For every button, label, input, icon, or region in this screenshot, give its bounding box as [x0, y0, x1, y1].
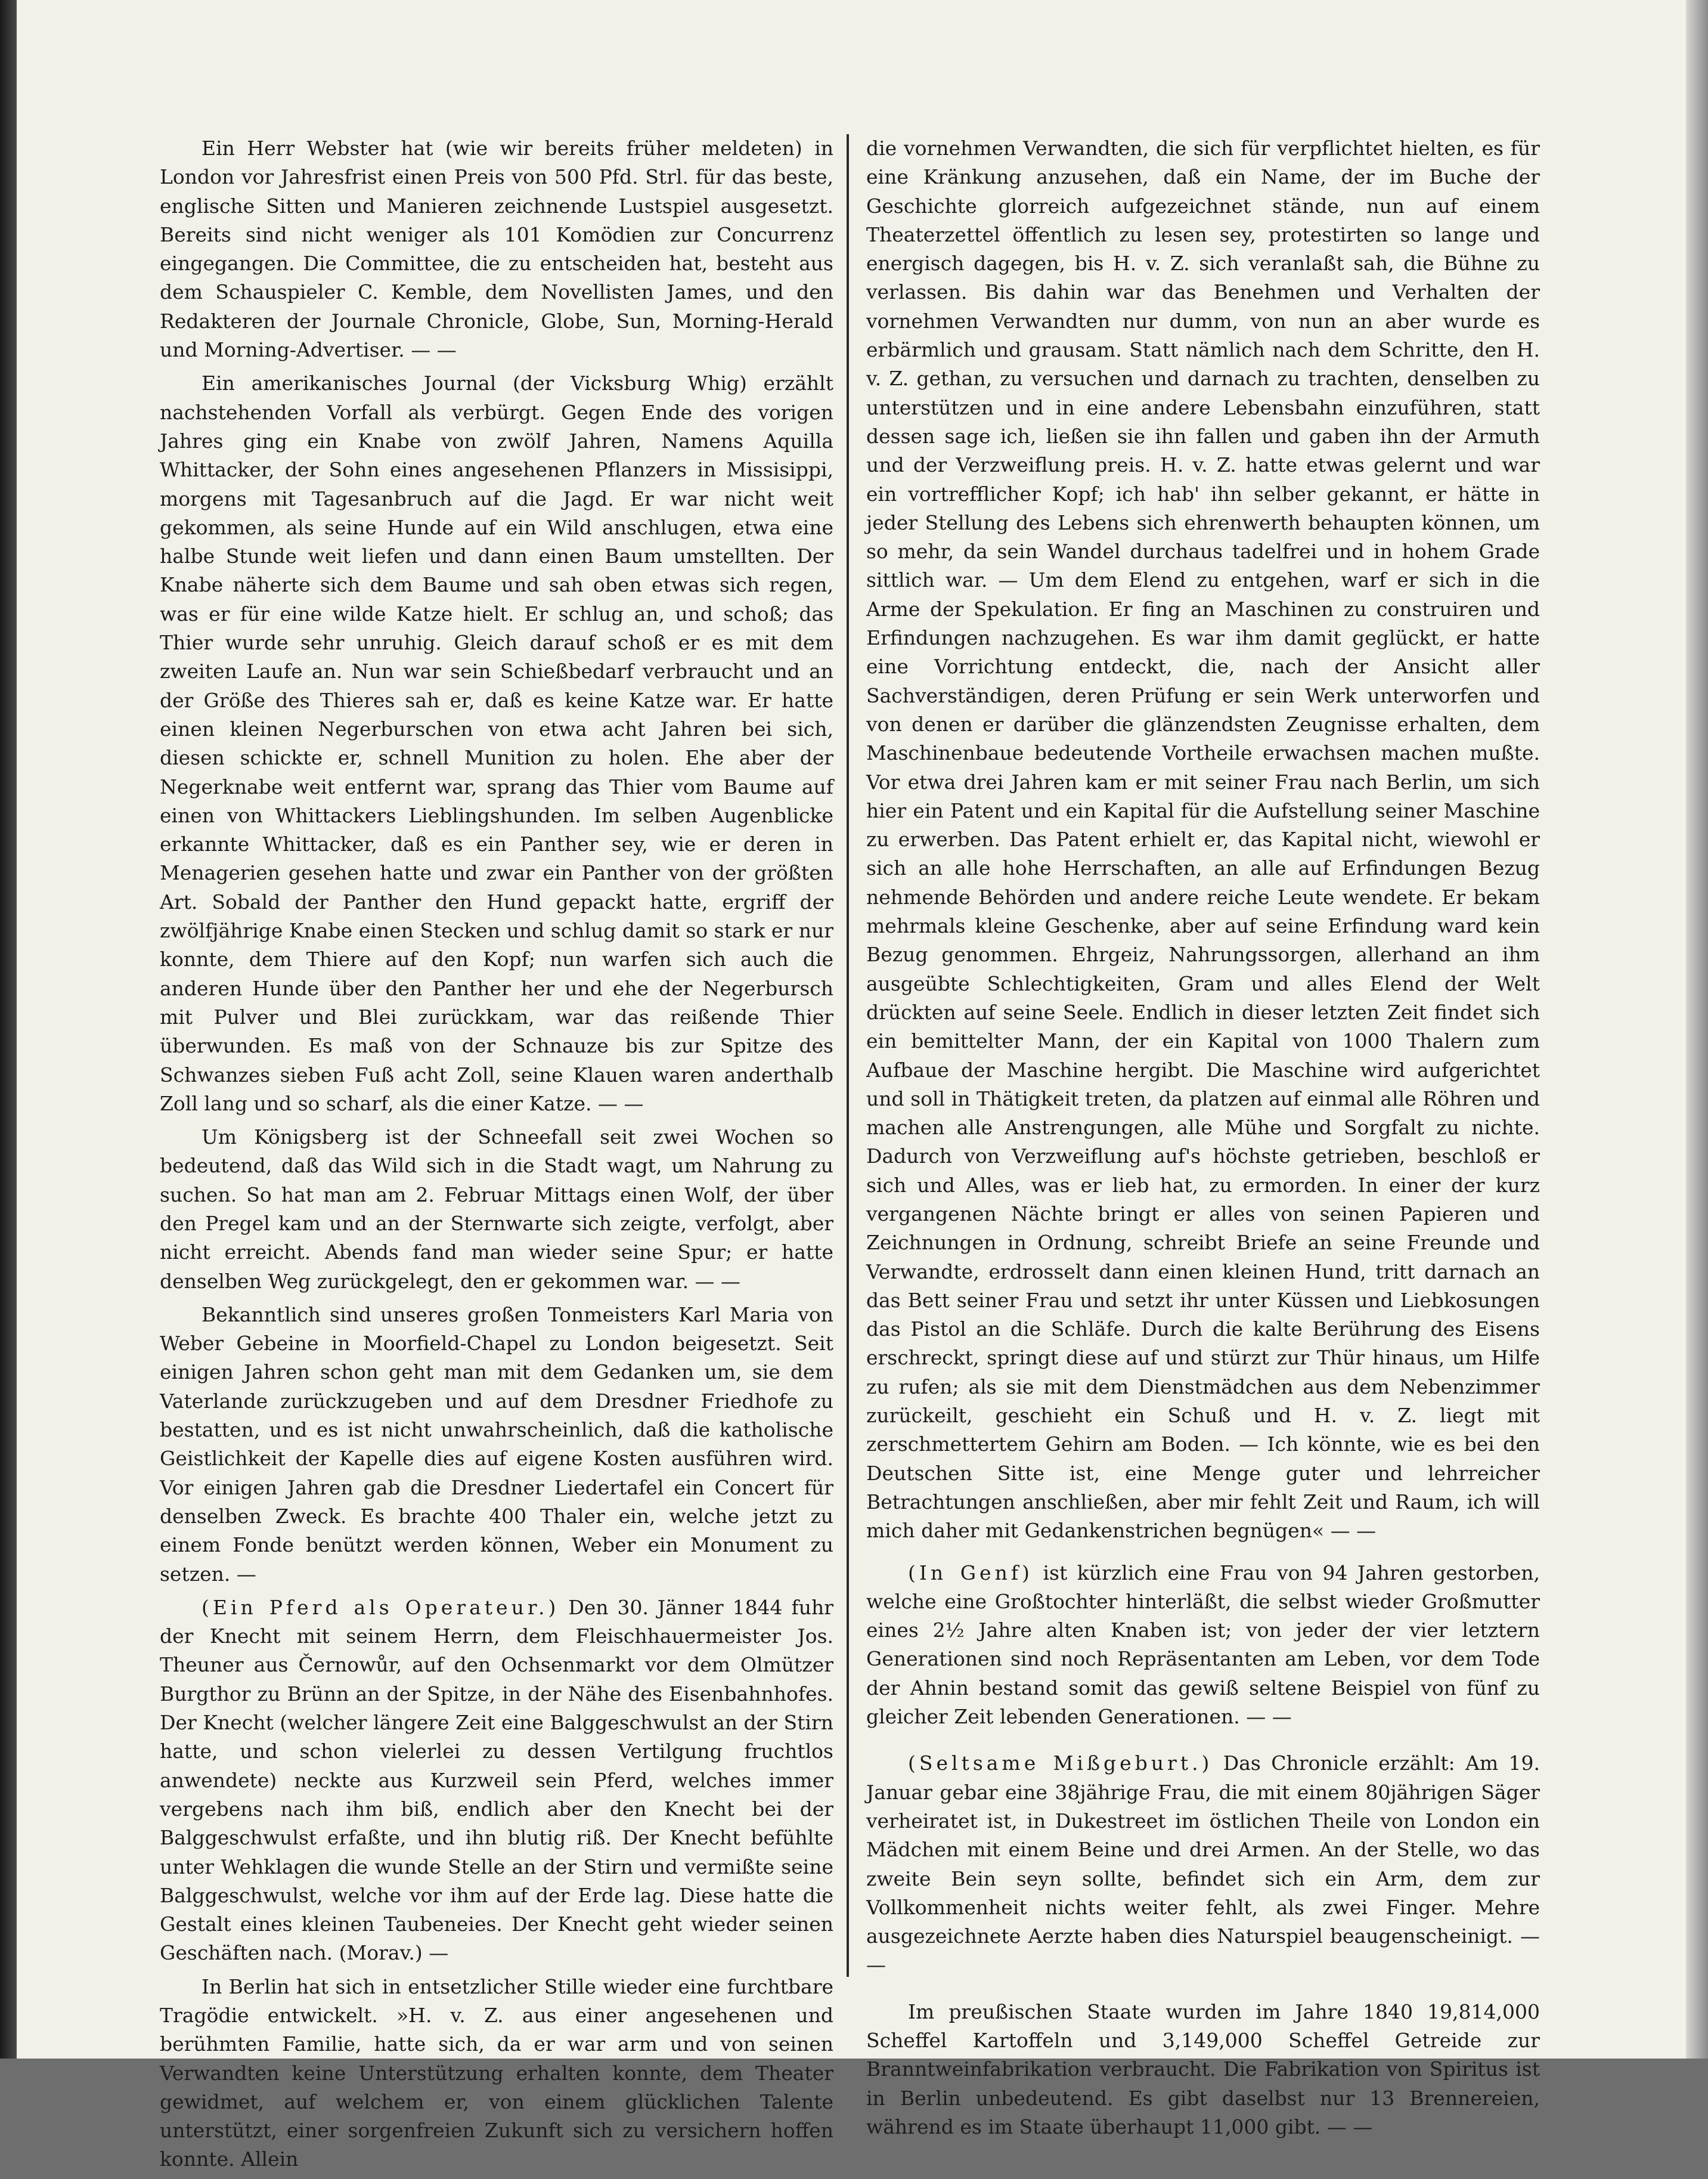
scan-left-edge — [0, 0, 17, 2059]
article-body: ist kürzlich eine Frau von 94 Jahren gestorben, welche eine Großtochter hinterläßt, die selbst wieder Großmutter eines 2½ Jahre alten Knaben ist; von jeder der vier letztern Generationen sind noch Repräsentanten am Leben, vor dem Tode der Ahnin bestand somit das gewiß seltene Beispiel von fünf zu gleicher Zeit lebenden Generationen. — — — [866, 1561, 1540, 1729]
article-horse-operateur — [160, 1593, 833, 1968]
column-divider — [847, 134, 849, 1977]
article-heading: (Seltsame Mißgeburt.) — [908, 1751, 1213, 1775]
article-koenigsberg-wolf: Um Königsberg ist der Schneefall seit zwei Wochen so bedeutend, daß das Wild sich in die Stadt wagt, um Nahrung zu suchen. So hat man am 2. Februar Mittags einen Wolf, der über den Pregel kam und an der Sternwarte sich zeigte, verfolgt, aber nicht erreicht. Abends fand man wieder seine Spur; er hatte denselben Weg zurückgelegt, den er gekommen war. — — — [160, 1125, 833, 1293]
article-berlin-tragedy: In Berlin hat sich in entsetzlicher Stille wieder eine furchtbare Tragödie entwickelt. »H. v. Z. aus einer angesehenen und berühmten Familie, hatte sich, da er war arm und von seinen Verwandten keine Unterstützung erhalten konnte, dem Theater gewidmet, auf welchem er, von einem glücklichen Talente unterstützt, einer sorgenfreien Zukunft sich zu versichern hoffen konnte. Allein — [160, 1974, 833, 2171]
article-body: Das Chronicle erzählt: Am 19. Januar gebar eine 38jährige Frau, die mit einem 80jährigen Säger verheiratet ist, in Dukestreet im östlichen Theile von London ein Mädchen mit einem Beine und drei Armen. An der Stelle, wo das zweite Bein seyn sollte, befindet sich ein Arm, dem zur Vollkommenheit nichts weiter fehlt, als zwei Finger. Mehre ausgezeichnete Aerzte haben dies Naturspiel beaugenscheinigt. — — — [866, 1751, 1540, 1977]
article-heading: (Ein Pferd als Operateur.) — [202, 1595, 560, 1619]
scan-right-edge — [1686, 0, 1708, 2059]
article-genf — [866, 1559, 1540, 1732]
article-missgeburt — [866, 1749, 1540, 1979]
article-weber-remains: Bekanntlich sind unseres großen Tonmeisters Karl Maria von Weber Gebeine in Moorfield-Chapel zu London beigesetzt. Seit einigen Jahren schon geht man mit dem Gedanken um, sie dem Vaterlande zurückzugeben und auf dem Dresdner Friedhofe zu bestatten, und es ist nicht unwahrscheinlich, daß die katholische Geistlichkeit der Kapelle dies auf eigene Kosten ausführen wird. Vor einigen Jahren gab die Dresdner Liedertafel ein Concert für denselben Zweck. Es brachte 400 Thaler ein, welche jetzt zu einem Fonde benützt werden können, Weber ein Monument zu setzen. — — [160, 1302, 833, 1586]
article-prussia-spirits: Im preußischen Staate wurden im Jahre 1840 19,814,000 Scheffel Kartoffeln und 3,149,000 Scheffel Getreide zur Branntweinfabrikation verbraucht. Die Fabrikation von Spiritus ist in Berlin unbedeutend. Es gibt daselbst nur 13 Brennereien, während es im Staate überhaupt 11,000 gibt. — — — [866, 2000, 1540, 2138]
article-panther: Ein amerikanisches Journal (der Vicksburg Whig) erzählt nachstehenden Vorfall als verbürgt. Gegen Ende des vorigen Jahres ging ein Knabe von zwölf Jahren, Namens Aquilla Whittacker, der Sohn eines angesehenen Pflanzers in Missisippi, morgens mit Tagesanbruch auf die Jagd. Er war nicht weit gekommen, als seine Hunde auf ein Wild anschlugen, etwa eine halbe Stunde weit liefen und dann einen Baum umstellten. Der Knabe näherte sich dem Baume und sah oben etwas sich regen, was er für eine wilde Katze hielt. Er schlug an, und schoß; das Thier wurde sehr unruhig. Gleich darauf schoß er es mit dem zweiten Laufe an. Nun war sein Schießbedarf verbraucht und an der Größe des Thieres sah er, daß es keine Katze war. Er hatte einen kleinen Negerburschen von etwa acht Jahren bei sich, diesen schickte er, schnell Munition zu holen. Ehe aber der Negerknabe weit entfernt war, sprang das Thier vom Baume auf einen von Whittackers Lieblingshunden. Im selben Augenblicke erkannte Whittacker, daß es ein Panther sey, wie er deren in Menagerien gesehen hatte und zwar ein Panther von der größten Art. Sobald der Panther den Hund gepackt hatte, ergriff der zwölfjährige Knabe einen Stecken und schlug damit so stark er nur konnte, dem Thiere auf den Kopf; nun warfen sich auch die anderen Hunde über den Panther her und ehe der Negerbursch mit Pulver und Blei zurückkam, war das reißende Thier überwunden. Es maß von der Schnauze bis zur Spitze des Schwanzes sieben Fuß acht Zoll, seine Klauen waren anderthalb Zoll lang und so scharf, als die einer Katze. — — — [160, 372, 833, 1115]
article-berlin-tragedy-continued: die vornehmen Verwandten, die sich für verpflichtet hielten, es für eine Kränkung anzusehen, daß ein Name, der im Buche der Geschichte glorreich aufgezeichnet stände, nun auf einem Theaterzettel öffentlich zu lesen sey, protestirten so lange und energisch dagegen, bis H. v. Z. sich veranlaßt sah, die Bühne zu verlassen. Bis dahin war das Benehmen und Verhalten der vornehmen Verwandten nur dumm, von nun an aber wurde es erbärmlich und grausam. Statt nämlich nach dem Schritte, den H. v. Z. gethan, zu versuchen und darnach zu trachten, denselben zu unterstützen und in eine andere Lebensbahn einzuführen, statt dessen sage ich, ließen sie ihn fallen und gaben ihn der Armuth und der Verzweiflung preis. H. v. Z. hatte etwas gelernt und war ein vortrefflicher Kopf; ich hab' ihn selber gekannt, er hätte in jeder Stellung des Lebens sich ehrenwerth behaupten können, um so mehr, da sein Wandel durchaus tadelfrei und in hohem Grade sittlich war. — Um dem Elend zu entgehen, warf er sich in die Arme der Spekulation. Er fing an Maschinen zu construiren und Erfindungen nachzugehen. Es war ihm damit geglückt, er hatte eine Vorrichtung entdeckt, die, nach der Ansicht aller Sachverständigen, deren Prüfung er sein Werk unterworfen und von denen er darüber die glänzendsten Zeugnisse erhalten, dem Maschinenbaue bedeutende Vortheile erwachsen machen mußte. Vor etwa drei Jahren kam er mit seiner Frau nach Berlin, um sich hier ein Patent und ein Kapital für die Aufstellung seiner Maschine zu erwerben. Das Patent erhielt er, das Kapital nicht, wiewohl er sich an alle hohe Herrschaften, an alle auf Erfindungen Bezug nehmende Behörden und andere reiche Leute wendete. Er bekam mehrmals kleine Geschenke, aber auf seine Erfindung ward kein Bezug genommen. Ehrgeiz, Nahrungssorgen, allerhand an ihm ausgeübte Schlechtigkeiten, Gram und alles Elend der Welt drückten auf seine Seele. Endlich in dieser letzten Zeit findet sich ein bemittelter Mann, der ein Kapital von 1000 Thalern zum Aufbaue der Maschine hergibt. Die Maschine wird aufgerichtet und soll in Thätigkeit treten, da platzen auf einmal alle Röhren und machen alle Anstrengungen, alle Mühe und Sorgfalt zu nichte. Dadurch von Verzweiflung auf's höchste getrieben, beschloß er sich und Alles, was er lieb hat, zu ermorden. In einer der kurz vergangenen Nächte bringt er alles von seinen Papieren und Zeichnungen in Ordnung, schreibt Briefe an seine Freunde und Verwandte, erdrosselt dann einen kleinen Hund, tritt darnach an das Bett seiner Frau und setzt ihr unter Küssen und Liebkosungen das Pistol an die Schläfe. Durch die kalte Berührung des Eisens erschreckt, springt diese auf und stürzt zur Thür hinaus, um Hilfe zu rufen; als sie mit dem Dienstmädchen aus dem Nebenzimmer zurückeilt, geschieht ein Schuß und H. v. Z. liegt mit zerschmettertem Gehirn am Boden. — Ich könnte, wie es bei den Deutschen Sitte ist, eine Menge guter und lehrreicher Betrachtungen anschließen, aber mir fehlt Zeit und Raum, ich will mich daher mit Gedankenstrichen begnügen« — — — [866, 137, 1540, 1543]
newspaper-page — [17, 0, 1686, 2171]
left-column — [160, 134, 833, 2179]
article-body: Den 30. Jänner 1844 fuhr der Knecht mit seinem Herrn, dem Fleischhauermeister Jos. Theuner aus Černowůr, auf den Ochsenmarkt vor dem Olmützer Burgthor zu Brünn an der Spitze, in der Nähe des Eisenbahnhofes. Der Knecht (welcher längere Zeit eine Balggeschwulst an der Stirn hatte, und schon vielerlei zu dessen Vertilgung fruchtlos anwendete) neckte aus Kurzweil sein Pferd, welches immer vergebens nach ihm biß, endlich aber den Knecht bei der Balggeschwulst erfaßte, und ihn blutig riß. Der Knecht befühlte unter Wehklagen die wunde Stelle an der Stirn und vermißte seine Balggeschwulst, welche vor ihm auf der Erde lag. Diese hatte die Gestalt eines kleinen Taubeneies. Der Knecht geht wieder seinen Geschäften nach. (Morav.) — — [160, 1595, 833, 1965]
article-webster-prize: Ein Herr Webster hat (wie wir bereits früher meldeten) in London vor Jahresfrist einen Preis von 500 Pfd. Strl. für das beste, englische Sitten und Manieren zeichnende Lustspiel ausgesetzt. Bereits sind nicht weniger als 101 Komödien zur Concurrenz eingegangen. Die Committee, die zu entscheiden hat, besteht aus dem Schauspieler C. Kemble, dem Novellisten James, und den Redakteren der Journale Chronicle, Globe, Sun, Morning-Herald und Morning-Advertiser. — — — [160, 137, 833, 362]
article-heading: (In Genf) — [908, 1561, 1033, 1584]
right-column — [866, 134, 1540, 2159]
